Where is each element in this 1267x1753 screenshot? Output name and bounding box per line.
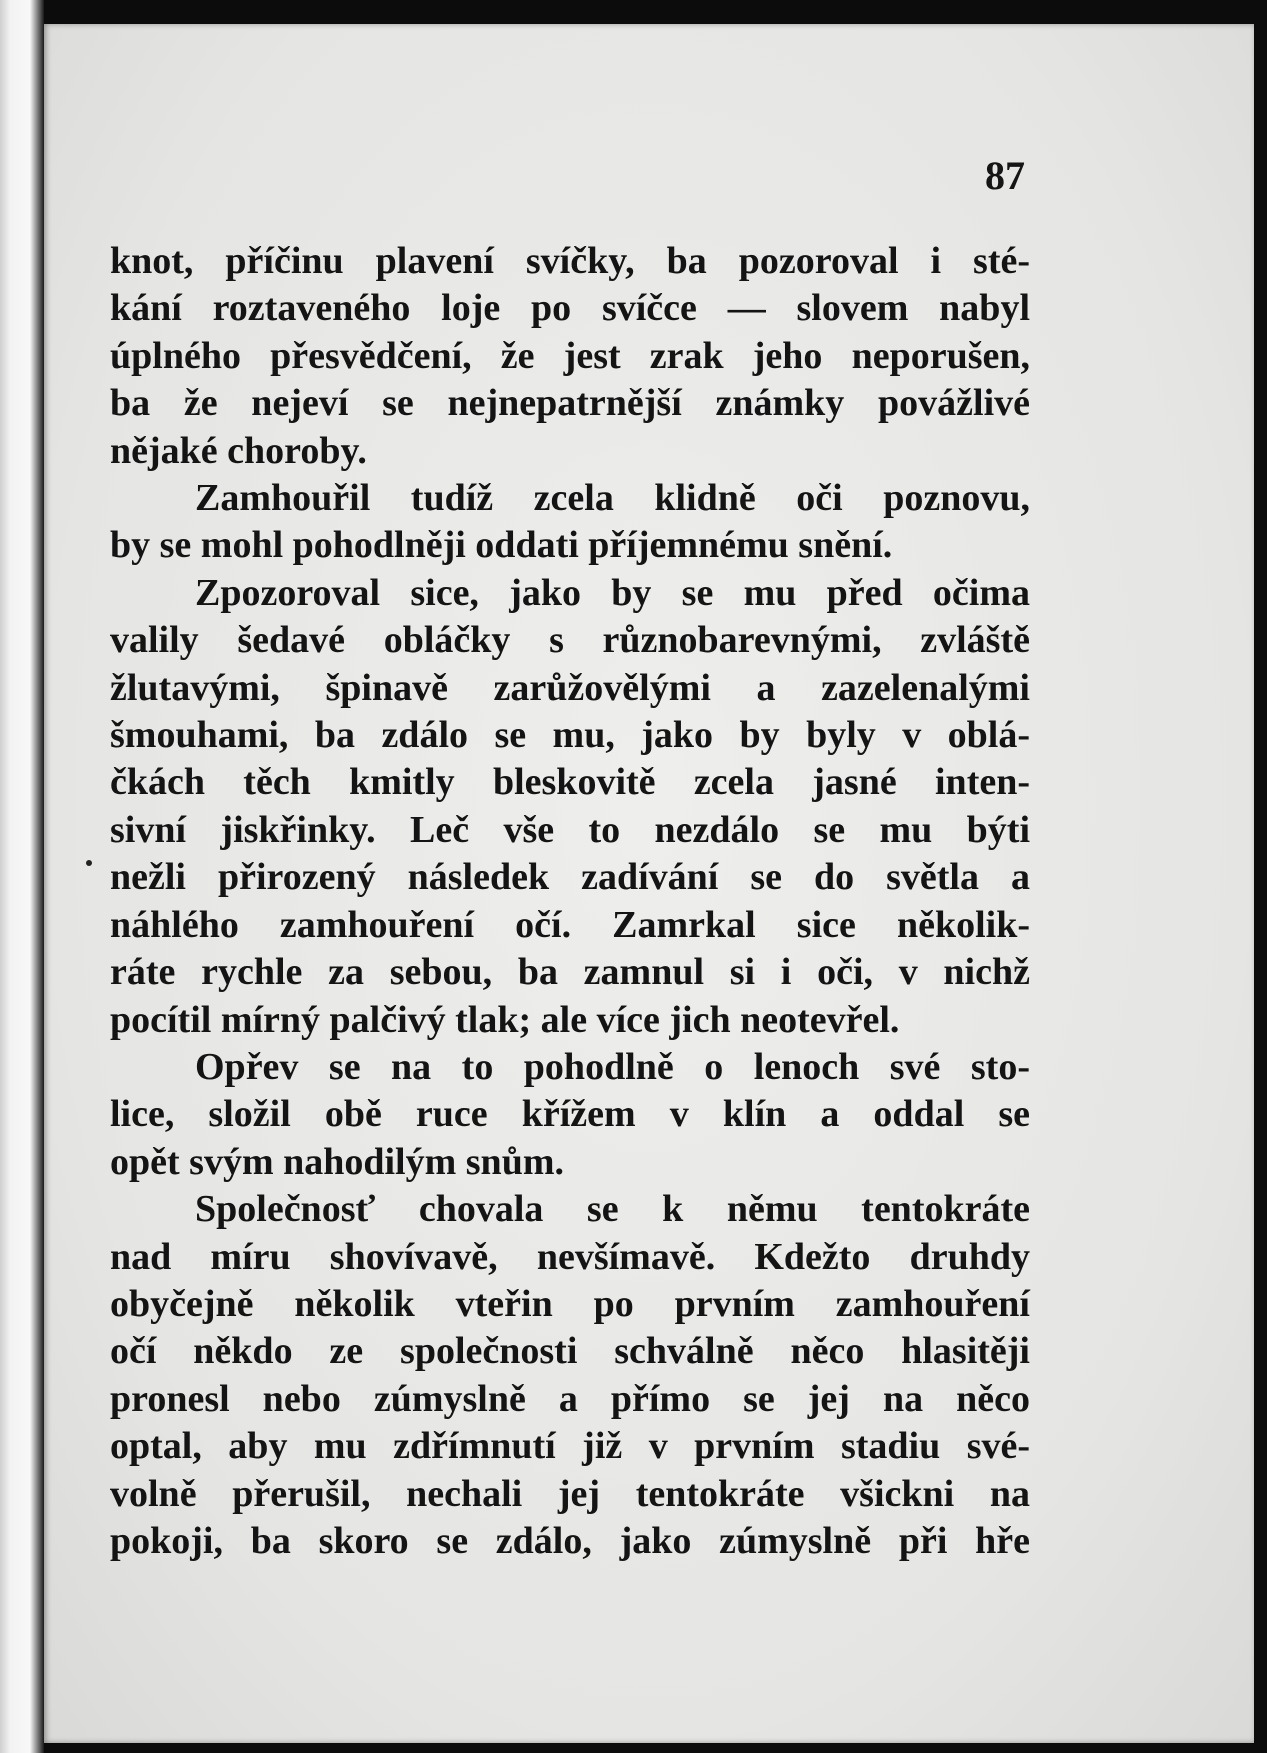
text-line: ba že nejeví se nejnepatrnější známky povážlivé xyxy=(110,382,1030,425)
text-line: žlutavými, špinavě zarůžovělými a zazelenalými xyxy=(110,666,1030,709)
page-number: 87 xyxy=(985,153,1025,198)
text-line: očí někdo ze společnosti schválně něco hlasitěji xyxy=(110,1330,1030,1373)
text-line: Společnosť chovala se k němu tentokráte xyxy=(195,1188,1030,1231)
text-line: valily šedavé obláčky s různobarevnými, zvláště xyxy=(110,619,1030,662)
text-line: nežli přirozený následek zadívání se do světla a xyxy=(110,856,1030,899)
margin-mark xyxy=(86,860,92,866)
text-line: pokoji, ba skoro se zdálo, jako zúmyslně při hře xyxy=(110,1519,1030,1562)
text-line: úplného přesvědčení, že jest zrak jeho neporušen, xyxy=(110,334,1030,377)
text-line: náhlého zamhouření očí. Zamrkal sice několik- xyxy=(110,903,1030,946)
text-line: by se mohl pohodlněji oddati příjemnému snění. xyxy=(110,524,893,567)
body-text xyxy=(110,238,1030,1565)
text-line: ráte rychle za sebou, ba zamnul si i oči, v nichž xyxy=(110,951,1030,994)
text-line: Opřev se na to pohodlně o lenoch své sto- xyxy=(195,1045,1030,1088)
text-line: pronesl nebo zúmyslně a přímo se jej na něco xyxy=(110,1377,1030,1420)
text-line: optal, aby mu zdřímnutí již v prvním stadiu své- xyxy=(110,1425,1030,1468)
text-line: kání roztaveného loje po svíčce — slovem nabyl xyxy=(110,287,1030,330)
text-line: knot, příčinu plavení svíčky, ba pozoroval i sté- xyxy=(110,240,1030,282)
text-line: obyčejně několik vteřin po prvním zamhouření xyxy=(110,1282,1030,1325)
text-line: volně přerušil, nechali jej tentokráte všickni na xyxy=(110,1472,1030,1515)
text-line: čkách těch kmitly bleskovitě zcela jasné inten- xyxy=(110,761,1030,804)
text-line: šmouhami, ba zdálo se mu, jako by byly v oblá- xyxy=(110,714,1030,757)
text-line: lice, složil obě ruce křížem v klín a oddal se xyxy=(110,1093,1030,1136)
text-line: opět svým nahodilým snům. xyxy=(110,1140,564,1183)
text-line: sivní jiskřinky. Leč vše to nezdálo se mu býti xyxy=(110,808,1030,851)
text-line: nad míru shovívavě, nevšímavě. Kdežto druhdy xyxy=(110,1235,1030,1278)
text-line: nějaké choroby. xyxy=(110,429,367,472)
text-line: Zpozoroval sice, jako by se mu před očima xyxy=(195,571,1030,614)
text-line: pocítil mírný palčivý tlak; ale více jich neotevřel. xyxy=(110,998,900,1041)
book-gutter xyxy=(0,0,44,1753)
text-line: Zamhouřil tudíž zcela klidně oči poznovu, xyxy=(195,477,1030,520)
